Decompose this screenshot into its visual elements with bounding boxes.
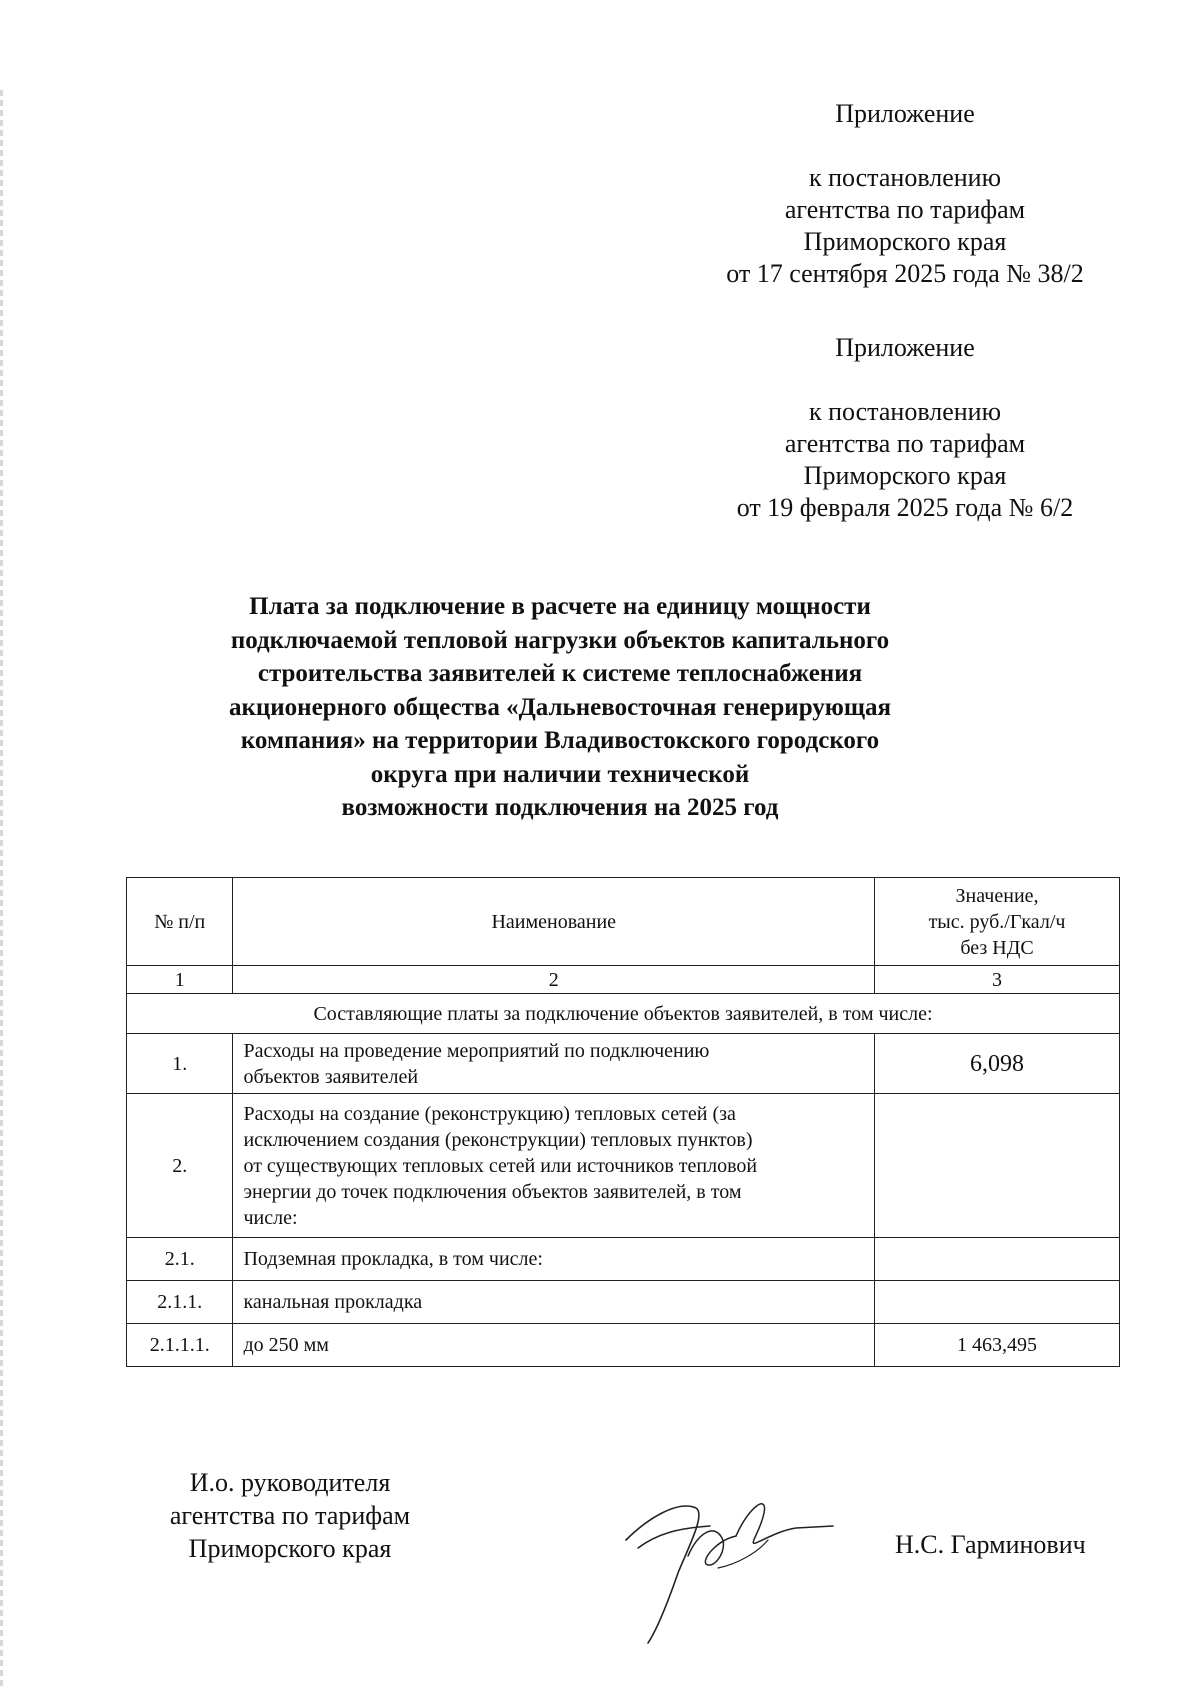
appendix-date-line: от 17 сентября 2025 года № 38/2 xyxy=(726,259,1084,288)
handwritten-signature xyxy=(618,1478,838,1648)
signatory-name: Н.С. Гарминович xyxy=(895,1530,1086,1559)
appendix-heading: Приложение xyxy=(835,99,975,128)
header-value-line: тыс. руб./Гкал/ч xyxy=(928,910,1066,933)
appendix-line: Приморского края xyxy=(803,227,1007,256)
tariff-table xyxy=(126,877,1120,1367)
signatory-line: И.о. руководителя xyxy=(189,1468,391,1497)
title-line: Плата за подключение в расчете на единицу мощности xyxy=(249,593,871,620)
row-name-line: Расходы на создание (реконструкцию) тепловых сетей (за xyxy=(243,1102,736,1125)
row-name xyxy=(233,1094,875,1238)
signatory-line: Приморского края xyxy=(188,1534,392,1563)
scan-edge xyxy=(0,90,3,1690)
row-num: 2. xyxy=(127,1094,233,1238)
row-value xyxy=(875,1281,1120,1324)
row-name: Подземная прокладка, в том числе: xyxy=(233,1238,875,1281)
title-line: подключаемой тепловой нагрузки объектов капитального xyxy=(230,626,890,654)
column-number: 3 xyxy=(875,966,1120,994)
row-name-line: исключением создания (реконструкции) тепловых пунктов) xyxy=(243,1128,753,1151)
table-row xyxy=(127,1238,1120,1281)
row-name-line: Расходы на проведение мероприятий по подключению xyxy=(243,1039,710,1062)
row-value: 6,098 xyxy=(875,1034,1120,1094)
header-value-line: без НДС xyxy=(960,936,1034,959)
table-row xyxy=(127,1034,1120,1094)
row-name-line: числе: xyxy=(243,1206,298,1229)
column-number-row xyxy=(127,966,1120,994)
column-number: 2 xyxy=(233,966,875,994)
section-row xyxy=(127,994,1120,1034)
appendix-header-current xyxy=(705,98,1105,290)
appendix-line: к постановлению xyxy=(808,397,1002,426)
header-value-line: Значение, xyxy=(955,884,1039,907)
appendix-line: Приморского края xyxy=(803,461,1007,490)
title-line: акционерного общества «Дальневосточная генерирующая xyxy=(228,693,892,721)
title-line: строительства заявителей к системе теплоснабжения xyxy=(257,660,863,687)
appendix-date-line: от 19 февраля 2025 года № 6/2 xyxy=(736,493,1074,522)
appendix-heading: Приложение xyxy=(835,333,975,362)
row-num: 2.1.1.1. xyxy=(127,1324,233,1367)
section-label: Составляющие платы за подключение объектов заявителей, в том числе: xyxy=(127,994,1120,1034)
column-number: 1 xyxy=(127,966,233,994)
table-row xyxy=(127,1324,1120,1367)
appendix-header-original xyxy=(705,332,1105,524)
header-value xyxy=(875,878,1120,966)
document-title xyxy=(200,590,920,825)
row-name xyxy=(233,1034,875,1094)
row-name: канальная прокладка xyxy=(233,1281,875,1324)
row-value: 1 463,495 xyxy=(875,1324,1120,1367)
row-value xyxy=(875,1238,1120,1281)
row-name-line: энергии до точек подключения объектов заявителей, в том xyxy=(243,1180,742,1203)
row-num: 1. xyxy=(127,1034,233,1094)
appendix-line: агентства по тарифам xyxy=(784,195,1026,224)
header-name: Наименование xyxy=(233,878,875,966)
title-line: компания» на территории Владивостокского городского xyxy=(240,727,880,754)
row-name-line: от существующих тепловых сетей или источников тепловой xyxy=(243,1154,758,1177)
table-row xyxy=(127,1094,1120,1238)
row-num: 2.1.1. xyxy=(127,1281,233,1324)
title-line: округа при наличии технической xyxy=(370,760,750,788)
row-value xyxy=(875,1094,1120,1238)
header-num: № п/п xyxy=(127,878,233,966)
title-line: возможности подключения на 2025 год xyxy=(341,794,779,821)
row-name: до 250 мм xyxy=(233,1324,875,1367)
row-num: 2.1. xyxy=(127,1238,233,1281)
signatory-position xyxy=(140,1466,440,1565)
appendix-line: к постановлению xyxy=(808,163,1002,192)
table-header-row xyxy=(127,878,1120,966)
appendix-line: агентства по тарифам xyxy=(784,429,1026,458)
row-name-line: объектов заявителей xyxy=(243,1065,419,1088)
table-row xyxy=(127,1281,1120,1324)
signatory-line: агентства по тарифам xyxy=(169,1501,411,1530)
